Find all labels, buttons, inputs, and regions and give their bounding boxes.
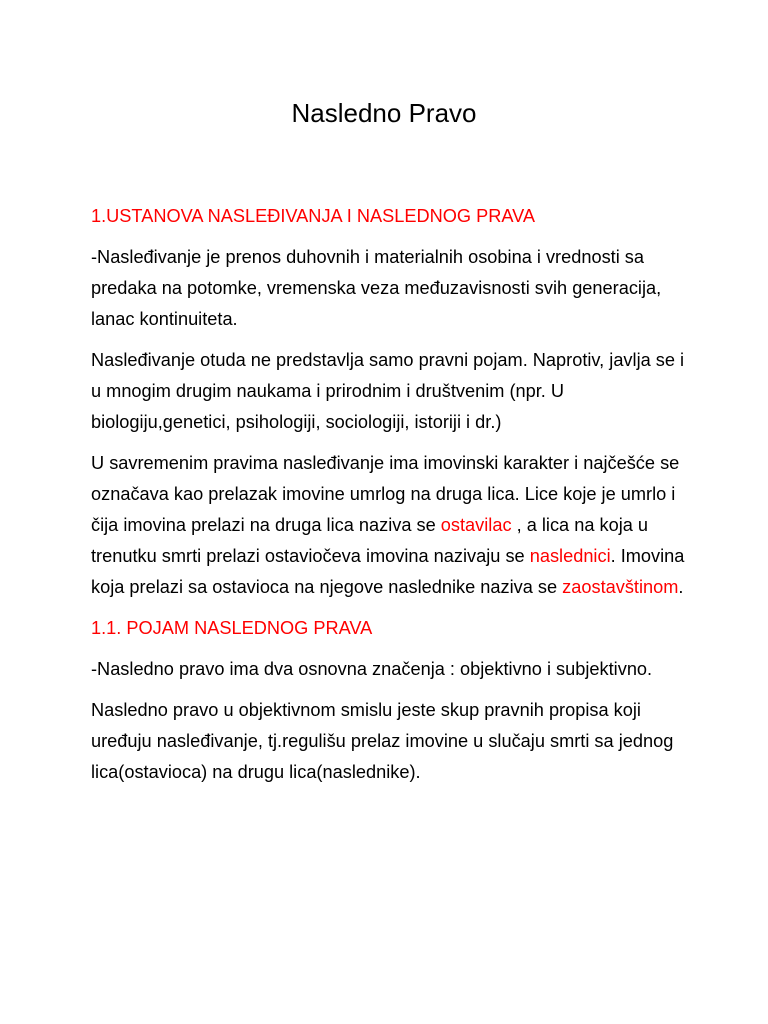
paragraph-objective-sense: Nasledno pravo u objektivnom smislu jeste skup pravnih propisa koji uređuju nasleđivanje, tj.regulišu prelaz imovine u slučaju smrti sa jednog lica(ostavioca) na drugu lica(naslednike). — [91, 700, 674, 782]
paragraph-modern-law — [91, 448, 691, 603]
paragraph-text: . Imovina koja prelazi sa ostavioca na njegove naslednike naziva se — [91, 546, 685, 597]
paragraph-meanings: -Nasledno pravo ima dva osnovna značenja : objektivno i subjektivno. — [91, 659, 653, 679]
document-body — [91, 201, 691, 798]
paragraph-text: U savremenim pravima nasleđivanje ima imovinski karakter i najčešće se označava kao prelazak imovine umrlog na druga lica. Lice koje je umrlo i čija imovina prelazi na druga lica naziva se — [91, 453, 680, 535]
paragraph-scope: Nasleđivanje otuda ne predstavlja samo pravni pojam. Naprotiv, javlja se i u mnogim drugim naukama i prirodnim i društvenim (npr. U biologiju,genetici, psihologiji, sociologiji, istoriji i dr.) — [91, 350, 685, 432]
term-naslednici: naslednici — [529, 546, 611, 566]
paragraph-text: . — [678, 577, 684, 597]
paragraph-text: , a lica na koja u trenutku smrti prelazi ostaviočeva imovina nazivaju se — [91, 515, 649, 566]
document-title: Nasledno Pravo — [291, 98, 477, 128]
paragraph-definition: -Nasleđivanje je prenos duhovnih i materialnih osobina i vrednosti sa predaka na potomke, vremenska veza međuzavisnosti svih generacija, lanac kontinuiteta. — [91, 247, 662, 329]
term-zaostavstina: zaostavštinom — [562, 577, 679, 597]
section-heading-1: 1.USTANOVA NASLEĐIVANJA I NASLEDNOG PRAVA — [91, 206, 536, 226]
section-heading-2: 1.1. POJAM NASLEDNOG PRAVA — [91, 618, 373, 638]
term-ostavilac: ostavilac — [440, 515, 512, 535]
